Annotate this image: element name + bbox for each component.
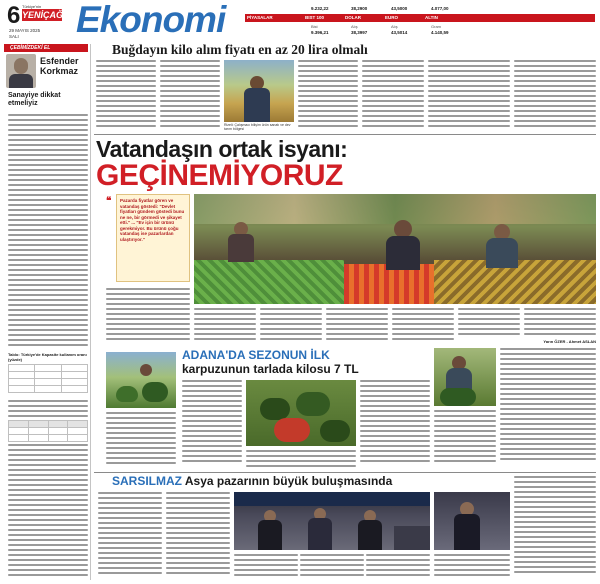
market-values (311, 6, 471, 11)
market-tab: BIST 100 (305, 15, 325, 20)
story4-col-5 (366, 554, 430, 580)
market-tab: DOLAR (345, 15, 361, 20)
market-value: 38,2900 (351, 6, 368, 11)
story4-headline-rest: Asya pazarının büyük buluşmasında (184, 474, 393, 488)
market-value: 38,3997 (351, 30, 368, 35)
main-text-col-7 (524, 308, 596, 338)
watermelon-photo-right (434, 348, 496, 406)
section-title: Ekonomi (76, 0, 226, 40)
story4-col-4 (300, 554, 364, 580)
top-story-col-4 (362, 60, 424, 132)
pull-quote: Pazarda fiyatlar gören ve vatandaş göstedi: "Devlet fiyatları gündem göstedi bunu ne ne, bir görmedi ve şikayet etti." ... "Ev için bir ürünü gerekmiyor. Bu ürünü çoğu vatandaş ise pazarlardan ulaştırıyor." (120, 198, 185, 242)
market-label: Bist (311, 24, 318, 29)
story3-col-3 (246, 450, 356, 470)
story3-col-5 (434, 410, 496, 468)
main-text-col-1 (106, 288, 190, 344)
watermelon-photo-center (246, 380, 356, 446)
story4-col-7 (514, 476, 596, 580)
market-label: Gram (431, 24, 441, 29)
byline: Yarın ÖZER - Ahmet ASLAN (543, 339, 596, 344)
pull-quote-box (116, 194, 190, 282)
top-story-col-1 (96, 60, 156, 132)
story3-col-2 (182, 380, 242, 468)
top-story-col-5 (428, 60, 510, 132)
second-table (8, 420, 88, 442)
story4-col-1 (98, 492, 162, 580)
left-text-middle (8, 400, 88, 420)
market-value: 43,5014 (391, 30, 408, 35)
market-label: Alış (351, 24, 358, 29)
story4-col-2 (166, 492, 230, 580)
main-text-col-3 (260, 308, 322, 344)
top-story-col-6 (514, 60, 596, 132)
market-values-2 (311, 30, 471, 35)
page-number: 6 (7, 2, 21, 29)
story3-divider (94, 472, 596, 473)
market-labels (311, 24, 471, 29)
top-story-headline: Buğdayın kilo alım fiyatı en az 20 lira olmalı (112, 42, 368, 57)
market-value: 9.232,22 (311, 6, 329, 11)
top-story-col-3 (298, 60, 358, 132)
masthead (0, 0, 600, 40)
main-text-col-5 (392, 308, 454, 344)
story3-col-4 (360, 380, 430, 468)
market-label: Alış (391, 24, 398, 29)
markets-panel (245, 4, 595, 38)
main-headline-line2: GEÇİNEMİYORUZ (96, 159, 343, 192)
story3-col-1 (106, 412, 176, 470)
market-photo (194, 194, 596, 304)
market-tab: ALTIN (425, 15, 438, 20)
story4-col-3 (234, 554, 298, 580)
main-headline-line1: Vatandaşın ortak isyanı: (96, 136, 348, 162)
story3-col-6 (500, 348, 596, 468)
author-tag: ÇEBİMİZDEKİ EL (4, 44, 88, 52)
left-text-bottom (8, 444, 88, 582)
issue-date: 29 MAYIS 2025 (9, 28, 41, 33)
left-headline: Sanayiye dikkat etmeliyiz (8, 92, 61, 107)
main-text-col-6 (458, 308, 520, 338)
author-name: Esfender Korkmaz (40, 56, 79, 76)
story4-col-6 (434, 554, 510, 580)
paper-name: YENİÇAĞ (22, 10, 64, 20)
market-value: 4.077,00 (431, 6, 449, 11)
market-tab: EURO (385, 15, 399, 20)
market-tabs (247, 14, 593, 22)
story3-headline-line2: karpuzunun tarlada kilosu 7 TL (182, 362, 359, 376)
wheat-photo-caption: Rizeli: Çalışmacı bilişim ürün sanatı ve dev tarım bölgesi (224, 123, 291, 131)
column-divider (90, 44, 91, 580)
author-photo (6, 54, 36, 88)
paper-logo (22, 9, 62, 21)
left-column (4, 44, 88, 584)
top-story-col-2 (160, 60, 220, 132)
main-text-col-2 (194, 308, 256, 344)
market-value: 4.140,59 (431, 30, 449, 35)
story3-headline-line1: ADANA'DA SEZONUN İLK (182, 348, 330, 362)
pull-quote-icon: ❝ (106, 196, 112, 207)
wheat-photo (224, 60, 294, 122)
expo-photo-right (434, 492, 510, 550)
capacity-table (8, 364, 88, 393)
market-tab: PİYASALAR (247, 15, 273, 20)
capacity-table-title: Tablo: Türkiye'de Kapasite kullanım oranı (yüzde) (8, 352, 87, 362)
top-story-divider (94, 134, 596, 135)
watermelon-photo-left (106, 352, 176, 408)
issue-day: SALI (9, 34, 19, 39)
left-text-top (8, 114, 88, 352)
expo-photo (234, 492, 430, 550)
paper-tag: Türkiye'nin (22, 4, 42, 9)
market-value: 9.396,21 (311, 30, 329, 35)
main-text-col-4 (326, 308, 388, 344)
story4-headline-brand: SARSILMAZ (112, 474, 182, 488)
market-value: 43,5000 (391, 6, 408, 11)
